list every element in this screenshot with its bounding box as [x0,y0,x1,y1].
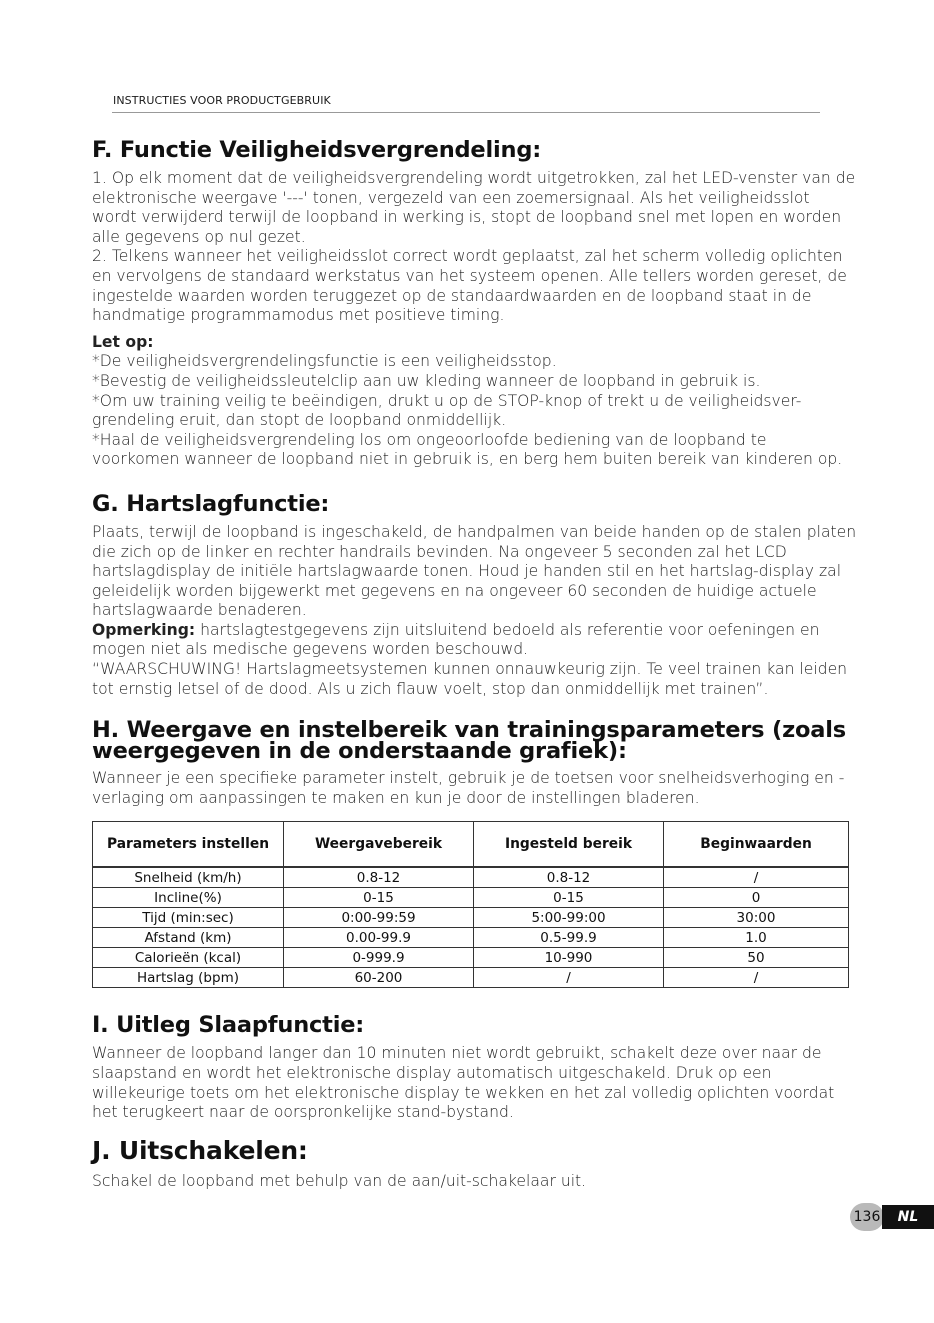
section-j [92,1137,858,1192]
header-divider [112,112,820,113]
section-g-remark [92,621,858,660]
section-i [92,1013,858,1122]
table-cell: 60-200 [284,968,474,988]
section-i-paragraph: Wanneer de loopband langer dan 10 minuten niet wordt gebruikt, schakelt deze over naar de slaapstand en wordt het elektronische display automatisch uitgeschakeld. Druk op een willekeurige toets om het elektronische display te wekken en het zal volledig oplichten voordat het terugkeert naar de oorspronkelijke stand-bystand. [92,1044,835,1122]
table-cell: 0-15 [284,888,474,908]
section-g-title: G. Hartslagfunctie: [92,490,330,517]
table-row [93,867,849,888]
section-g-warning: “WAARSCHUWING! Hartslagmeetsystemen kunnen onnauwkeurig zijn. Te veel trainen kan leiden tot ernstig letsel of de dood. Als u zich flauw voelt, stop dan onmiddellijk met trainen”. [92,660,848,698]
section-f-note-4: *Haal de veiligheidsvergrendeling los om ongeoorloofde bediening van de loopband te voorkomen wanneer de loopband niet in gebruik is, en berg hem buiten bereik van kinderen op. [92,430,843,469]
table-cell: 30:00 [664,908,849,928]
table-cell: 0-999.9 [284,948,474,968]
section-f-paragraph-2: 2. Telkens wanneer het veiligheidsslot correct wordt geplaatst, zal het scherm volledig oplichten en vervolgens de standaard werkstatus van het systeem openen. Alle tellers worden gereset, de ingestelde waarden worden teruggezet op de standaardwaarden en de loopband staat in de handmatige programmamodus met positieve timing. [92,247,847,325]
page-number-badge: 136 [850,1203,884,1231]
section-h-title-line-2: weergegeven in de onderstaande grafiek): [92,738,627,765]
table-cell: Snelheid (km/h) [93,867,284,888]
remark-text: hartslagtestgegevens zijn uitsluitend bedoeld als referentie voor oefeningen en mogen niet als medische gegevens worden beschouwd. [92,620,820,659]
table-cell: Afstand (km) [93,928,284,948]
section-f-title: F. Functie Veiligheidsvergrendeling: [92,137,542,163]
table-cell: 0-15 [474,888,664,908]
table-cell: Incline(%) [93,888,284,908]
table-header-row [93,822,849,868]
remark-label: Opmerking: [92,620,196,639]
section-j-paragraph: Schakel de loopband met behulp van de aan/uit-schakelaar uit. [92,1171,587,1190]
table-cell: 0.8-12 [474,867,664,888]
table-cell: Calorieën (kcal) [93,948,284,968]
section-f-note-3: *Om uw training veilig te beëindigen, drukt u op de STOP-knop of trekt u de veiligheidsver-grendeling eruit, dan stopt de loopband onmiddellijk. [92,391,802,430]
section-f-paragraph-1: 1. Op elk moment dat de veiligheidsvergrendeling wordt uitgetrokken, zal het LED-venster van de elektronische weergave '---' tonen, vergezeld van een zoemersignaal. Als het veiligheidsslot wordt verwijderd terwijl de loopband in werking is, stopt de loopband snel met lopen en worden alle gegevens op nul gezet. [92,169,856,246]
section-i-title: I. Uitleg Slaapfunctie: [92,1012,365,1039]
table-cell: / [664,867,849,888]
page-content [92,138,858,1191]
section-f-note-1: *De veiligheidsvergrendelingsfunctie is een veiligheidsstop. [92,352,557,371]
table-cell: 0.5-99.9 [474,928,664,948]
table-cell: 0 [664,888,849,908]
table-cell: 0.8-12 [284,867,474,888]
table-cell: 1.0 [664,928,849,948]
page-header-label: INSTRUCTIES VOOR PRODUCTGEBRUIK [113,94,331,107]
section-g [92,492,858,699]
section-f-note-2: *Bevestig de veiligheidssleutelclip aan uw kleding wanneer de loopband in gebruik is. [92,371,761,390]
table-cell: 0:00-99:59 [284,908,474,928]
table-cell: 50 [664,948,849,968]
table-cell: 10-990 [474,948,664,968]
section-h-title [92,717,858,765]
table-cell: / [474,968,664,988]
section-f-note-label: Let op: [92,332,154,351]
table-cell: / [664,968,849,988]
table-cell: Tijd (min:sec) [93,908,284,928]
table-row [93,908,849,928]
section-f [92,138,858,470]
section-h-paragraph: Wanneer je een specifieke parameter instelt, gebruik je de toetsen voor snelheidsverhoging en -verlaging om aanpassingen te maken en kun je door de instellingen bladeren. [92,769,845,807]
table-cell: Hartslag (bpm) [93,968,284,988]
language-badge: NL [882,1205,934,1229]
parameters-table [92,821,849,988]
table-header-cell: Weergavebereik [284,822,474,868]
section-j-title: J. Uitschakelen: [92,1135,308,1165]
section-g-paragraph: Plaats, terwijl de loopband is ingeschakeld, de handpalmen van beide handen op de stalen platen die zich op de linker en rechter handrails bevinden. Na ongeveer 5 seconden zal het LCD hartslagdisplay de initiële hartslagwaarde tonen. Houd je handen stil en het hartslag-display zal geleidelijk worden bijgewerkt met gegevens en na ongeveer 60 seconden de huidige actuele hartslagwaarde benaderen. [92,522,857,620]
table-row [93,928,849,948]
table-header-cell: Beginwaarden [664,822,849,868]
table-row [93,948,849,968]
table-cell: 5:00-99:00 [474,908,664,928]
section-h [92,717,858,988]
table-row [93,888,849,908]
table-header-cell: Parameters instellen [93,822,284,868]
table-header-cell: Ingesteld bereik [474,822,664,868]
table-cell: 0.00-99.9 [284,928,474,948]
table-row [93,968,849,988]
section-h-title-line-1: H. Weergave en instelbereik van trainingsparameters (zoals [92,717,846,744]
